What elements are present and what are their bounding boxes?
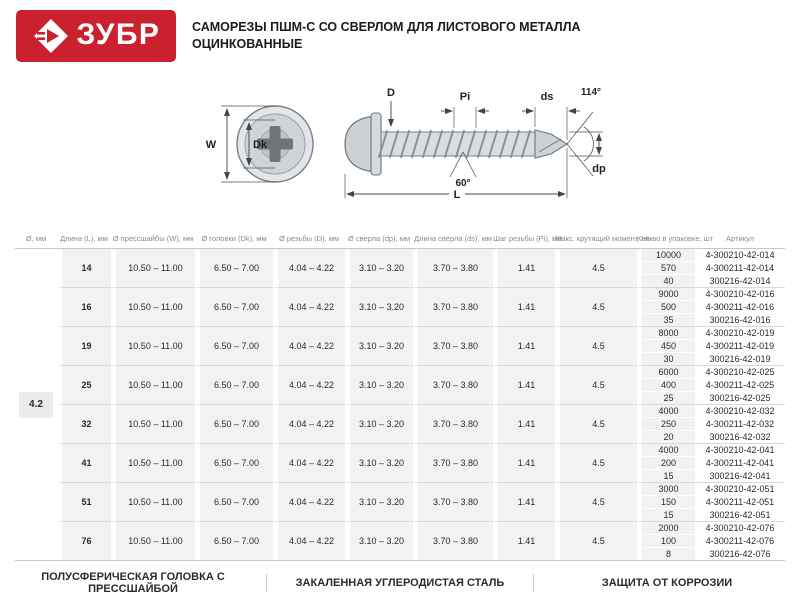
thread-cell: 4.04 – 4.22 — [273, 443, 345, 482]
torque-cell: 4.5 — [555, 249, 637, 287]
column-header: Длина сверла (ds), мм — [413, 228, 493, 249]
spec-table-header-row — [15, 228, 785, 249]
length-cell: 16 — [57, 287, 111, 326]
article-cell: 4-300211-42-041 — [705, 457, 775, 468]
drill-length-cell: 3.70 – 3.80 — [413, 521, 493, 560]
diameter-value: 4.2 — [19, 392, 53, 418]
spec-table-body — [15, 249, 785, 560]
feature-corrosion: ЗАЩИТА ОТ КОРРОЗИИ — [601, 577, 733, 589]
article-cell: 300216-42-032 — [709, 431, 771, 442]
press-washer-cell: 10.50 – 11.00 — [111, 326, 195, 365]
pack-qty-cell: 9000 — [637, 287, 695, 300]
page-title-line1: САМОРЕЗЫ ПШМ-С СО СВЕРЛОМ ДЛЯ ЛИСТОВОГО МЕТАЛЛА — [192, 20, 581, 34]
pack-qty-cell: 2000 — [637, 521, 695, 534]
feature-head-type: ПОЛУСФЕРИЧЕСКАЯ ГОЛОВКА С ПРЕССШАЙБОЙ — [41, 571, 225, 595]
article-cell: 4-300210-42-041 — [695, 443, 785, 456]
table-row — [15, 521, 785, 534]
article-cell: 300216-42-041 — [709, 470, 771, 481]
pack-qty-cell: 570 — [637, 261, 695, 274]
thread-cell: 4.04 – 4.22 — [273, 287, 345, 326]
pack-qty-cell: 3000 — [637, 482, 695, 495]
length-cell: 76 — [57, 521, 111, 560]
column-header: Шаг резьбы (Pi), мм — [493, 228, 555, 249]
zubr-logo-icon — [32, 17, 70, 55]
article-cell: 4-300211-42-051 — [705, 496, 775, 507]
article-cell: 300216-42-019 — [709, 353, 771, 364]
table-row — [15, 326, 785, 339]
drill-length-cell: 3.70 – 3.80 — [413, 404, 493, 443]
screw-technical-drawing — [195, 82, 615, 204]
pack-qty-cell: 30 — [637, 352, 695, 365]
pitch-cell: 1.41 — [493, 404, 555, 443]
article-cell: 4-300211-42-076 — [705, 535, 775, 546]
dim-label-tip-angle: 114° — [580, 87, 602, 98]
press-washer-cell: 10.50 – 11.00 — [111, 365, 195, 404]
drill-cell: 3.10 – 3.20 — [345, 521, 413, 560]
page-title-line2: ОЦИНКОВАННЫЕ — [192, 37, 303, 51]
pack-qty-cell: 10000 — [637, 249, 695, 261]
thread-cell: 4.04 – 4.22 — [273, 249, 345, 287]
thread-cell: 4.04 – 4.22 — [273, 521, 345, 560]
column-header: Кол-во в упаковке, шт — [637, 228, 695, 249]
thread-cell: 4.04 – 4.22 — [273, 326, 345, 365]
dim-label-thread-angle: 60° — [455, 178, 471, 189]
article-cell: 4-300210-42-016 — [695, 287, 785, 300]
article-cell: 4-300210-42-025 — [695, 365, 785, 378]
zubr-logo — [16, 10, 176, 62]
dim-label-dp: dp — [592, 163, 606, 175]
pack-qty-cell: 15 — [637, 508, 695, 521]
torque-cell: 4.5 — [555, 287, 637, 326]
head-cell: 6.50 – 7.00 — [195, 404, 273, 443]
head-top-view — [237, 106, 313, 182]
column-header: Макс. крутящий момент, Нм — [555, 228, 637, 249]
drill-length-cell: 3.70 – 3.80 — [413, 443, 493, 482]
pack-qty-cell: 4000 — [637, 443, 695, 456]
dim-label-l: L — [453, 189, 461, 201]
torque-cell: 4.5 — [555, 404, 637, 443]
torque-cell: 4.5 — [555, 443, 637, 482]
thread-cell: 4.04 – 4.22 — [273, 404, 345, 443]
article-cell: 4-300211-42-014 — [705, 262, 775, 273]
drill-length-cell: 3.70 – 3.80 — [413, 326, 493, 365]
column-header: Артикул — [695, 228, 785, 249]
dim-label-w: W — [205, 139, 217, 151]
pack-qty-cell: 6000 — [637, 365, 695, 378]
spec-table — [15, 228, 785, 561]
pack-qty-cell: 25 — [637, 391, 695, 404]
table-row — [15, 482, 785, 495]
pack-qty-cell: 4000 — [637, 404, 695, 417]
press-washer-cell: 10.50 – 11.00 — [111, 521, 195, 560]
page-title — [192, 19, 622, 53]
drill-length-cell: 3.70 – 3.80 — [413, 365, 493, 404]
article-cell: 4-300211-42-032 — [705, 418, 775, 429]
article-cell: 4-300211-42-016 — [705, 301, 775, 312]
column-header: Длина (L), мм — [57, 228, 111, 249]
dim-label-dk: Dk — [252, 139, 268, 151]
pitch-cell: 1.41 — [493, 365, 555, 404]
drill-length-cell: 3.70 – 3.80 — [413, 482, 493, 521]
column-header: Ø резьбы (D), мм — [273, 228, 345, 249]
pitch-cell: 1.41 — [493, 287, 555, 326]
head-cell: 6.50 – 7.00 — [195, 365, 273, 404]
dim-label-d: D — [387, 87, 395, 99]
article-cell: 300216-42-025 — [709, 392, 771, 403]
pack-qty-cell: 500 — [637, 300, 695, 313]
article-cell: 4-300210-42-032 — [695, 404, 785, 417]
column-header: Ø головки (Dk), мм — [195, 228, 273, 249]
article-cell: 4-300210-42-014 — [705, 250, 775, 260]
torque-cell: 4.5 — [555, 521, 637, 560]
length-cell: 32 — [57, 404, 111, 443]
thread-cell: 4.04 – 4.22 — [273, 482, 345, 521]
article-cell: 300216-42-051 — [709, 509, 771, 520]
head-cell: 6.50 – 7.00 — [195, 521, 273, 560]
diameter-cell — [15, 249, 57, 560]
length-cell: 19 — [57, 326, 111, 365]
column-header: Ø, мм — [15, 228, 57, 249]
press-washer-cell: 10.50 – 11.00 — [111, 404, 195, 443]
article-cell: 4-300210-42-019 — [695, 326, 785, 339]
article-cell: 4-300210-42-051 — [695, 482, 785, 495]
torque-cell: 4.5 — [555, 482, 637, 521]
length-cell: 25 — [57, 365, 111, 404]
table-row — [15, 287, 785, 300]
pitch-cell: 1.41 — [493, 326, 555, 365]
thread-cell: 4.04 – 4.22 — [273, 365, 345, 404]
feature-steel: ЗАКАЛЕННАЯ УГЛЕРОДИСТАЯ СТАЛЬ — [295, 577, 505, 589]
drill-cell: 3.10 – 3.20 — [345, 287, 413, 326]
drill-cell: 3.10 – 3.20 — [345, 443, 413, 482]
pack-qty-cell: 100 — [637, 534, 695, 547]
torque-cell: 4.5 — [555, 326, 637, 365]
pack-qty-cell: 40 — [637, 274, 695, 287]
column-header: Ø сверла (dp), мм — [345, 228, 413, 249]
press-washer-cell: 10.50 – 11.00 — [111, 287, 195, 326]
dim-label-pi: Pi — [459, 91, 471, 103]
article-cell: 300216-42-016 — [709, 314, 771, 325]
pack-qty-cell: 150 — [637, 495, 695, 508]
pack-qty-cell: 200 — [637, 456, 695, 469]
column-header: Ø прессшайбы (W), мм — [111, 228, 195, 249]
length-cell: 14 — [57, 249, 111, 287]
pack-qty-cell: 8 — [637, 547, 695, 560]
logo-text: ЗУБР — [76, 18, 161, 51]
article-cell: 4-300211-42-019 — [705, 340, 775, 351]
pack-qty-cell: 20 — [637, 430, 695, 443]
pack-qty-cell: 15 — [637, 469, 695, 482]
article-cell: 4-300211-42-025 — [705, 379, 775, 390]
drill-cell: 3.10 – 3.20 — [345, 482, 413, 521]
article-cell: 300216-42-014 — [709, 275, 771, 286]
pitch-cell: 1.41 — [493, 521, 555, 560]
pitch-cell: 1.41 — [493, 482, 555, 521]
feature-footer — [0, 562, 800, 604]
pitch-cell: 1.41 — [493, 443, 555, 482]
head-cell: 6.50 – 7.00 — [195, 326, 273, 365]
drill-cell: 3.10 – 3.20 — [345, 404, 413, 443]
drill-length-cell: 3.70 – 3.80 — [413, 287, 493, 326]
head-cell: 6.50 – 7.00 — [195, 249, 273, 287]
pack-qty-cell: 450 — [637, 339, 695, 352]
drill-length-cell: 3.70 – 3.80 — [413, 249, 493, 287]
length-cell: 51 — [57, 482, 111, 521]
article-cell: 4-300210-42-076 — [695, 521, 785, 534]
head-cell: 6.50 – 7.00 — [195, 482, 273, 521]
press-washer-cell: 10.50 – 11.00 — [111, 443, 195, 482]
drill-cell: 3.10 – 3.20 — [345, 365, 413, 404]
pack-qty-cell: 400 — [637, 378, 695, 391]
head-cell: 6.50 – 7.00 — [195, 443, 273, 482]
length-cell: 41 — [57, 443, 111, 482]
press-washer-cell: 10.50 – 11.00 — [111, 482, 195, 521]
drill-cell: 3.10 – 3.20 — [345, 249, 413, 287]
table-row — [15, 404, 785, 417]
drill-cell: 3.10 – 3.20 — [345, 326, 413, 365]
table-row — [15, 443, 785, 456]
press-washer-cell: 10.50 – 11.00 — [111, 249, 195, 287]
torque-cell: 4.5 — [555, 365, 637, 404]
table-row — [15, 249, 785, 261]
head-cell: 6.50 – 7.00 — [195, 287, 273, 326]
table-row — [15, 365, 785, 378]
pack-qty-cell: 35 — [637, 313, 695, 326]
pack-qty-cell: 8000 — [637, 326, 695, 339]
pitch-cell: 1.41 — [493, 249, 555, 287]
pack-qty-cell: 250 — [637, 417, 695, 430]
dim-label-ds: ds — [540, 91, 554, 103]
article-cell: 300216-42-076 — [709, 548, 771, 559]
